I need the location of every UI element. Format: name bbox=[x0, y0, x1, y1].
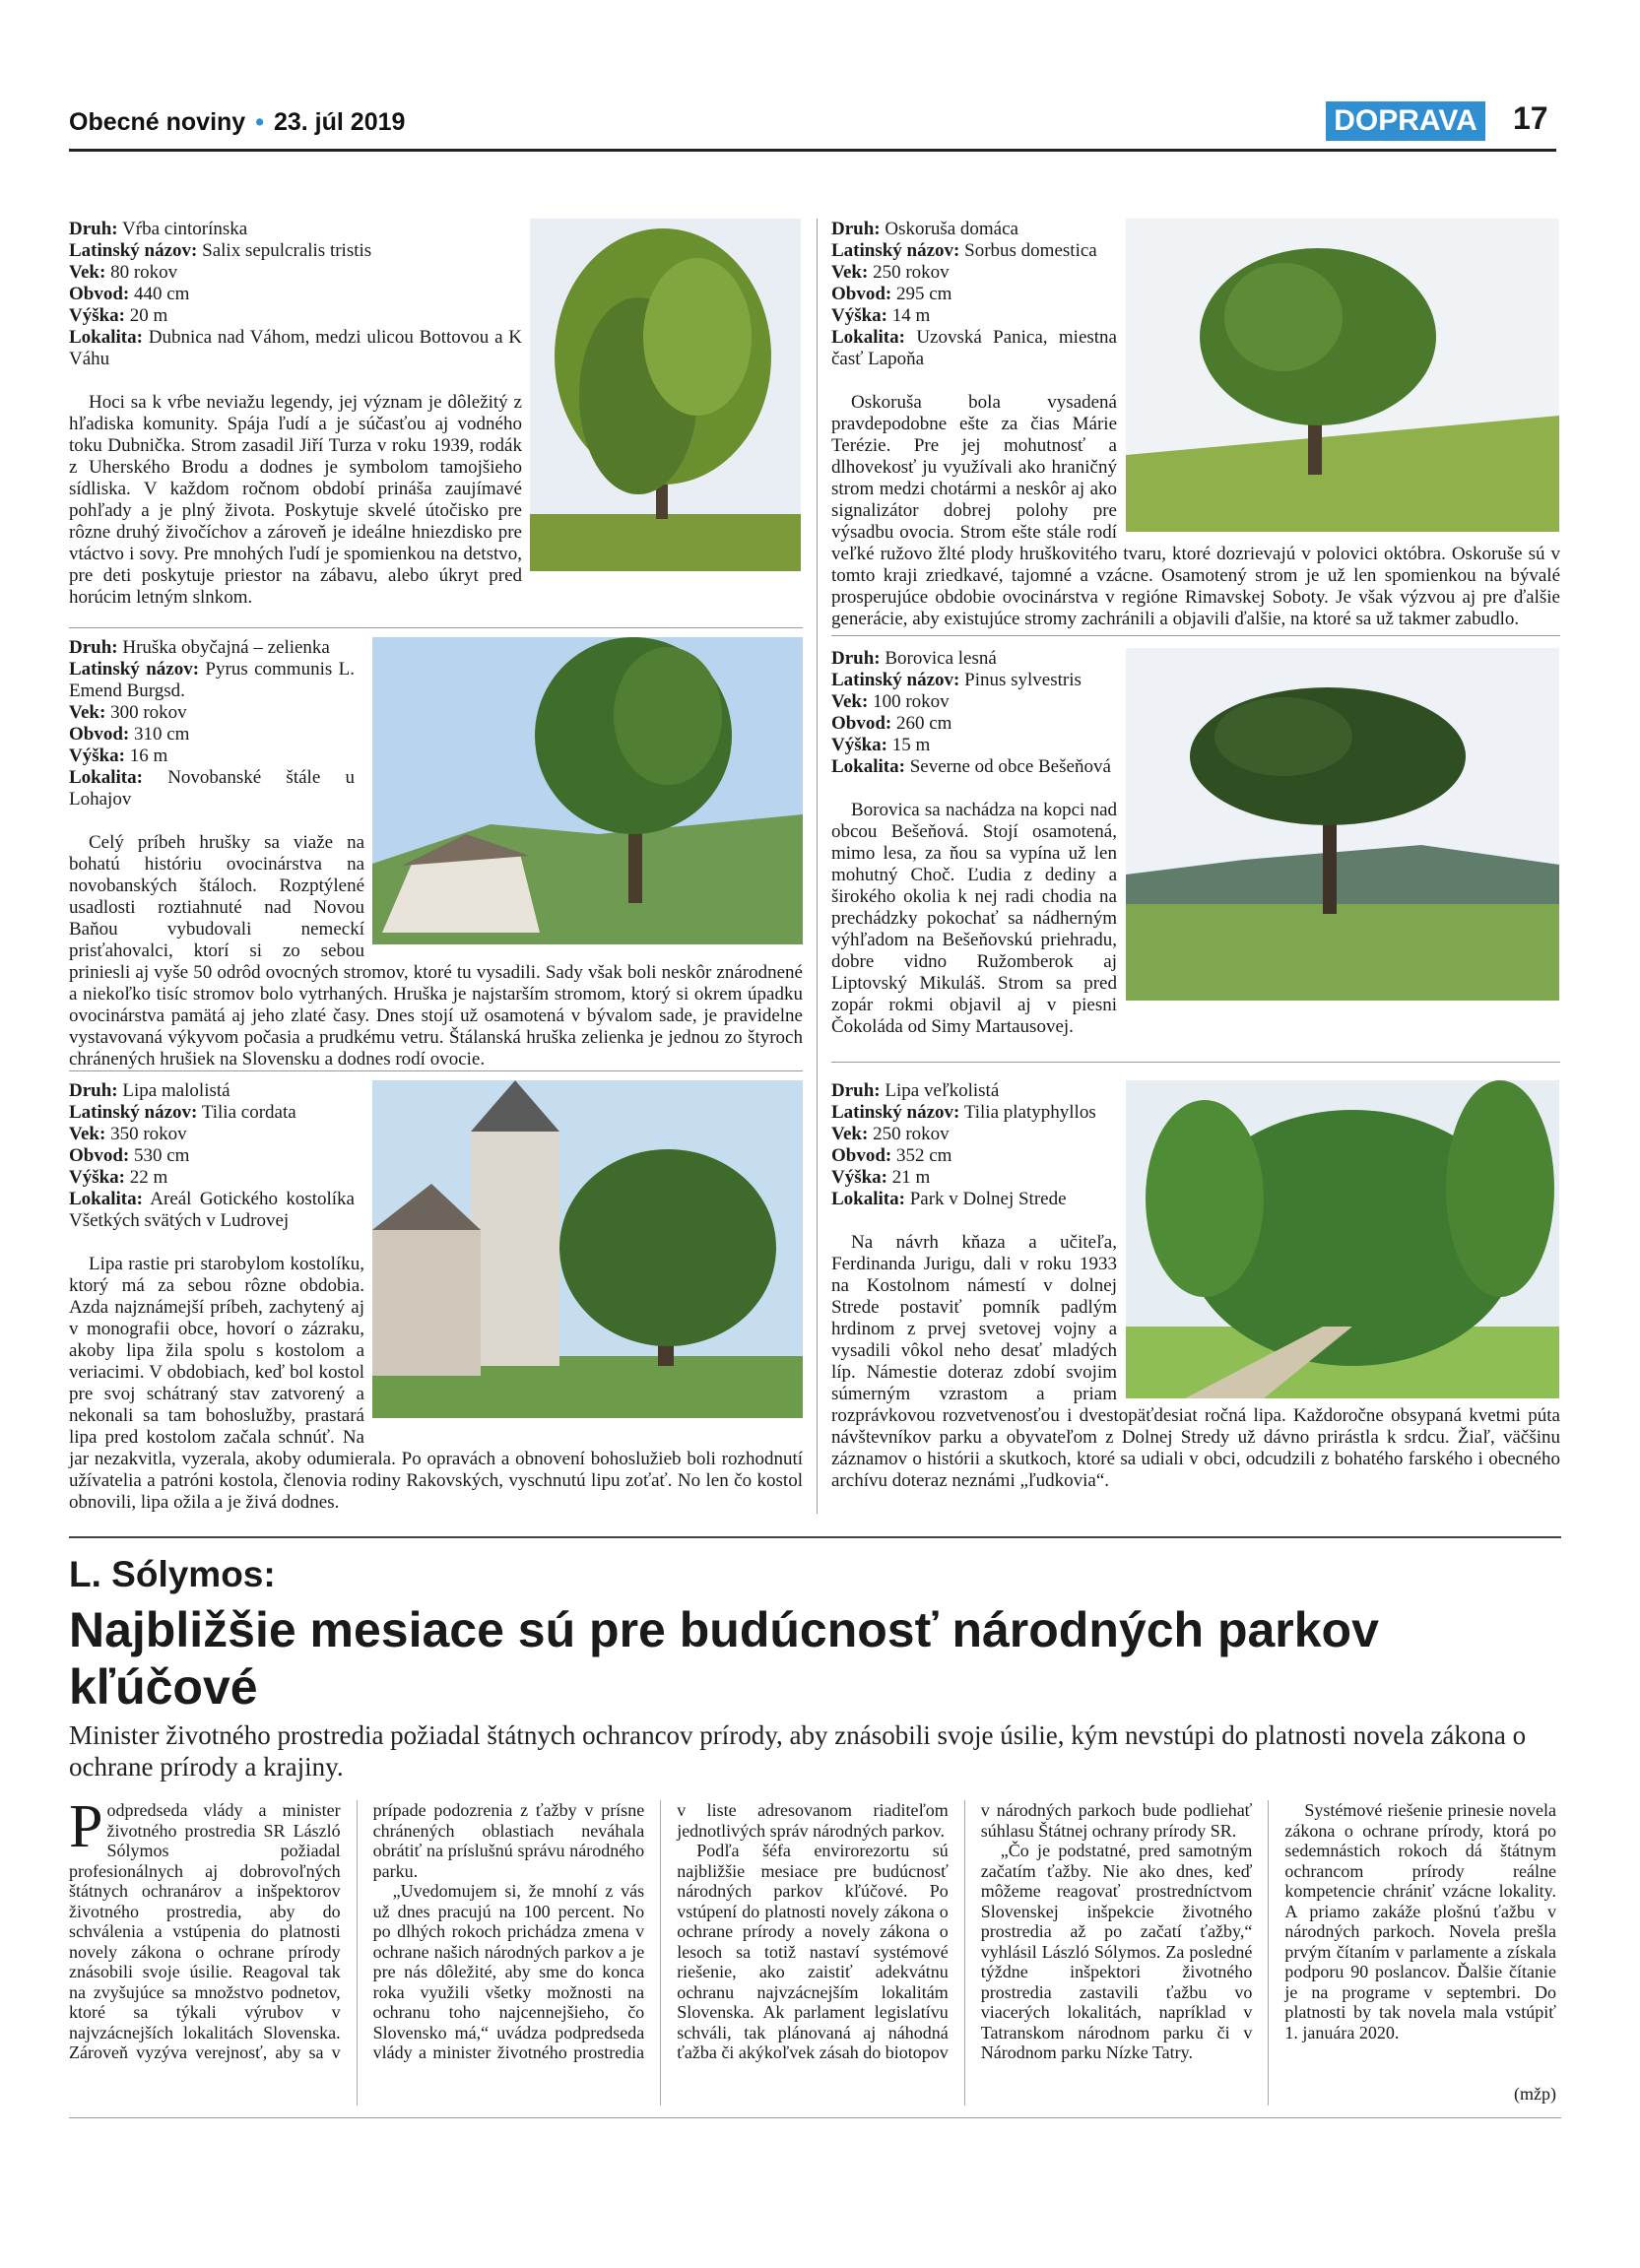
divider bbox=[831, 635, 1560, 636]
paragraph: Systémové riešenie prinesie novela zákona o ochrane prírody, ktorá po sedemnástich rokoch dá štátnym ochrancom prírody reálne kompetencie chrániť vzácne lokality. A priamo zakáže plošnú ťažbu v národných parkoch. Novela prešla prvým čítaním v parlamente a získala podporu 90 poslancov. Ďalšie čítanie je na programe v septembri. Do platnosti by tak novela mala vstúpiť 1. januára 2020. bbox=[1284, 1800, 1556, 2042]
article-rule bbox=[69, 1536, 1561, 1538]
page-number: 17 bbox=[1513, 100, 1548, 136]
divider bbox=[831, 1062, 1560, 1063]
paragraph: „Uvedomujem si, že mnohí z vás už dnes pracujú na 100 percent. No po dlhých rokoch prichádza zmena v ochrane našich národných parkov a je pre nás dôležité, aby sme do konca roka využili všetky možnosti na ochranu toho najcennejšieho, čo Slovensko má,“ uvádza podpredseda vlády a minister životného prostredia v liste adresovanom riaditeľom jednotlivých správ národných parkov. bbox=[372, 1800, 949, 2062]
article-headline: Najbližšie mesiace sú pre budúcnosť národných parkov kľúčové bbox=[69, 1602, 1379, 1715]
separator-dot: • bbox=[255, 108, 264, 136]
linden-large-text: Na návrh kňaza a učiteľa, Ferdinanda Jurigu, dali v roku 1933 na Kostolnom námestí v dolnej Strede postaviť pomník padlým hrdinom z prvej svetovej vojny a vysadili vôkol neho desať mladých líp. Námestie doteraz zdobí svojim súmerným vzrastom a priam rozprávkovou rozvetvenosťou i dvestopäťdesiat ročná lipa. Každoročne obsypaná kvetmi púta návštevníkov parku a obyvateľom z Dolnej Stredy už dávno prirástla k srdcu. Žiaľ, väčšinu záznamov o histórii a skutkoch, ktoré sa udiali v obci, odcudzili z bohatého farského i obecného archívu doteraz neznámi „ľudkovia“. bbox=[831, 1232, 1560, 1491]
paper-name: Obecné noviny bbox=[69, 108, 246, 136]
author-sign: (mžp) bbox=[1514, 2084, 1556, 2104]
pear-facts: Druh: Hruška obyčajná – zelienka Latinský názov: Pyrus communis L. Emend Burgsd. Vek: 300 rokov Obvod: 310 cm Výška: 16 m Lokalita: Novobanské štále u Lohajov bbox=[69, 637, 356, 810]
issue-date: 23. júl 2019 bbox=[273, 108, 406, 136]
column-divider bbox=[817, 219, 818, 1514]
linden-large-facts: Druh: Lipa veľkolistá Latinský názov: Tilia platyphyllos Vek: 250 rokov Obvod: 352 cm Výška: 21 m Lokalita: Park v Dolnej Strede bbox=[831, 1080, 1096, 1209]
willow-photo bbox=[530, 219, 801, 571]
willow-facts: Druh: Vŕba cintorínska Latinský názov: Salix sepulcralis tristis Vek: 80 rokov Obvod: 440 cm Výška: 20 m Lokalita: Dubnica nad Váhom, medzi ulicou Bottovou a K Váhu bbox=[69, 219, 522, 369]
linden-small-facts: Druh: Lipa malolistá Latinský názov: Tilia cordata Vek: 350 rokov Obvod: 530 cm Výška: 22 m Lokalita: Areál Gotického kostolíka Všetkých svätých v Ludrovej bbox=[69, 1080, 355, 1231]
footer-rule bbox=[69, 2117, 1561, 2118]
drop-cap: P bbox=[69, 1793, 103, 1860]
header-rule bbox=[69, 149, 1556, 152]
paragraph: Podpredseda vlády a minister životného prostredia SR László Sólymos požiadal profesionálnych aj dobrovoľných štátnych ochranárov a inšpektorov životného prostredia, aby do schválenia a vstúpenia do platnosti novely zákona o ochrane prírody znásobili svoje úsilie. Reagoval tak na zvyšujúce sa množstvo podnetov, ktoré sa týkali výrubov v najvzácnejších lokalitách Slovenska. Zároveň vyzýva verejnosť, aby sa v prípade podozrenia z ťažby v prísne chránených oblastiach neváhala obrátiť na príslušnú správu národného parku. bbox=[69, 1793, 645, 2062]
linden-small-entry bbox=[69, 1080, 803, 1514]
pear-text: Celý príbeh hrušky sa viaže na bohatú históriu ovocinárstva na novobanských štáloch. Rozptýlené usadlosti roztiahnuté nad Novou Baňou vybudovali nemeckí prisťahovalci, ktorí si zo sebou priniesli aj vyše 50 odrôd ovocných stromov, ktoré tu vysadili. Sady však boli neskôr znárodnené a niekoľko tisíc stromov bolo vytrhaných. Hruška je najstarším stromom, ktorý si okrem úpadku ovocinárstva pamätá aj jeho zlaté časy. Dnes stojí už osamotená v bývalom sade, je pravidelne vystavovaná výkyvom počasia a prudkému vetru. Štálanská hruška zelienka je jednou zo štyroch chránených hrušiek na Slovensku a dodnes rodí ovocie. bbox=[69, 832, 803, 1069]
article-deck: Minister životného prostredia požiadal štátnych ochrancov prírody, aby znásobili svoje úsilie, kým nevstúpi do platnosti novela zákona o ochrane prírody a krajiny. bbox=[69, 1720, 1527, 1782]
divider bbox=[69, 1070, 803, 1071]
willow-entry bbox=[69, 219, 522, 609]
paragraph: „Čo je podstatné, pred samotným začatím ťažby. Nie ako dnes, keď môžeme reagovať prostredníctvom Slovenskej inšpekcie životného prostredia až po začatí ťažby,“ vyhlásil László Sólymos. Za posledné týždne inšpektori životného prostredia zastavili ťažbu vo viacerých lokalitách, napríklad v Tatranskom národnom parku či v Národnom parku Nízke Tatry. bbox=[980, 1841, 1253, 2062]
service-tree-entry bbox=[831, 219, 1560, 630]
article-body bbox=[69, 1793, 1556, 2106]
pine-text: Borovica sa nachádza na kopci nad obcou Bešeňová. Stojí osamotená, mimo lesa, za ňou sa vypína už len mohutný Choč. Ľudia z dediny a širokého okolia k nej radi chodia na prechádzky pokochať sa nádherným výhľadom na Bešeňovskú priehradu, dobre vidno Ružomberok aj Liptovský Mikuláš. Strom sa pred zopár rokmi objavil aj v piesni Čokoláda od Simy Martausovej. bbox=[831, 800, 1117, 1037]
paragraph: Podľa šéfa envirorezortu sú najbližšie mesiace pre budúcnosť národných parkov kľúčové. Po vstúpení do platnosti novely zákona o ochrane prírody a novely zákona o lesoch sa totiž nastaví systémové riešenie, ako zaistiť adekvátnu ochranu najvzácnejším lokalitám Slovenska. Ak parlament legislatívu schváli, tak plánovaná aj náhodná ťažba či akýkoľvek zásah do biotopov v národných parkoch bude podliehať súhlasu Štátnej ochrany prírody SR. bbox=[677, 1800, 1253, 2062]
linden-small-text: Lipa rastie pri starobylom kostolíku, ktorý má za sebou rôzne obdobia. Azda najznámejší príbeh, zachytený aj v monografii obce, hovorí o zázraku, akoby lipa žila spolu s kostolom a veriacimi. V obdobiach, keď bol kostol pre svoj schátraný stav zatvorený a nekonali sa tam bohoslužby, prastará lipa pred kostolom začala schnúť. Na jar nezakvitla, vyzerala, akoby odumierala. Po opravách a obnovení bohoslužieb boli rozhodnutí užívatelia a patróni kostola, členovia rodiny Rakovských, vyschnutú lipu zoťať. No len čo kostol obnovili, lipa ožila a je živá dodnes. bbox=[69, 1254, 803, 1513]
masthead bbox=[69, 108, 405, 137]
service-tree-text: Oskoruša bola vysadená pravdepodobne ešte za čias Márie Terézie. Pre jej mohutnosť a dlhovekosť ju využívali ako hraničný strom medzi chotármi a neskôr aj ako signalizátor dobrej polohy pre výsadbu ovocia. Strom ešte stále rodí veľké ružovo žlté plody hruškovitého tvaru, ktoré dozrievajú v polovici októbra. Oskoruše sú v tomto kraji zriedkavé, tajomné a vzácne. Osamotený strom je už len spomienkou na bývalé prosperujúce obdobie ovocinárstva v regióne Rimavskej Soboty. Je však výzvou aj pre ďalšie generácie, aby existujúce stromy zachránili a objavili ďalšie, na ktoré sa už takmer zabudlo. bbox=[831, 392, 1560, 629]
pine-facts: Druh: Borovica lesná Latinský názov: Pinus sylvestris Vek: 100 rokov Obvod: 260 cm Výška: 15 m Lokalita: Severne od obce Bešeňová bbox=[831, 648, 1111, 777]
pine-entry bbox=[831, 648, 1560, 1038]
service-tree-facts: Druh: Oskoruša domáca Latinský názov: Sorbus domestica Vek: 250 rokov Obvod: 295 cm Výška: 14 m Lokalita: Uzovská Panica, miestna časť Lapoňa bbox=[831, 219, 1117, 369]
article-kicker: L. Sólymos: bbox=[69, 1554, 276, 1594]
willow-text: Hoci sa k vŕbe neviažu legendy, jej význam je dôležitý z hľadiska komunity. Spája ľudí a je súčasťou aj vodného toku Dubnička. Strom zasadil Jiří Turza v roku 1939, rodák z Uherského Brodu a dodnes je symbolom tamojšieho sídliska. V každom ročnom období prináša zaujímavé pohľady a je plný života. Poskytuje skvelé útočisko pre rôzne druhý živočíchov a zároveň je ideálne hniezdisko pre vtáctvo i sovy. Pre mnohých ľudí je spomienkou na detstvo, pre deti poskytuje priestor na zábavu, alebo úkryt pred horúcim letným slnkom. bbox=[69, 392, 522, 608]
divider bbox=[69, 627, 803, 628]
linden-large-entry bbox=[831, 1080, 1560, 1492]
section-label: DOPRAVA bbox=[1326, 101, 1485, 141]
pear-entry bbox=[69, 637, 803, 1070]
